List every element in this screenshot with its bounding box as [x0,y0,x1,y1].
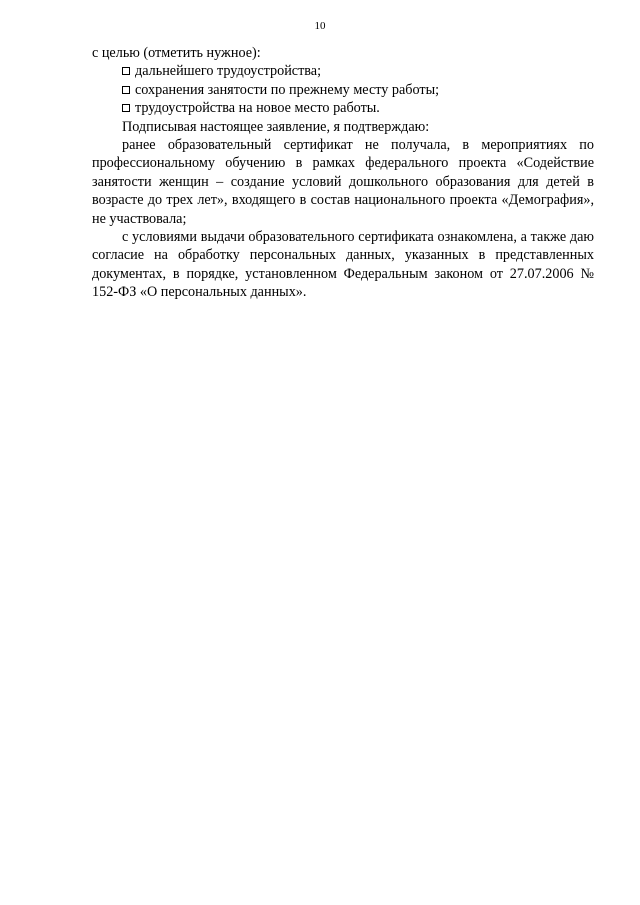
option-keep-employment[interactable] [92,81,594,99]
checkbox-icon[interactable] [122,67,130,75]
confirmation-lead: Подписывая настоящее заявление, я подтверждаю: [122,118,430,135]
confirmation-paragraph-1: ранее образовательный сертификат не получала, в мероприятиях по профессиональному обучению в рамках федерального проекта «Содействие занятости женщин – создание условий дошкольного образования для детей в возрасте до трех лет», входящего в состав национального проекта «Демография», не участвовала; [92,137,594,227]
option-label: сохранения занятости по прежнему месту работы; [135,81,440,98]
document-body [92,44,594,302]
page-number: 10 [314,20,326,32]
option-label: дальнейшего трудоустройства; [135,63,322,80]
option-new-job[interactable] [92,99,594,117]
checkbox-icon[interactable] [122,86,130,94]
checkbox-icon[interactable] [122,104,130,112]
purpose-line: с целью (отметить нужное): [92,45,261,61]
confirmation-paragraph-2: с условиями выдачи образовательного сертификата ознакомлена, а также даю согласие на обработку персональных данных, указанных в представленных документах, в порядке, установленном Федеральным законом от 27.07.2006 № 152-ФЗ «О персональных данных». [92,229,594,301]
option-label: трудоустройства на новое место работы. [135,100,380,117]
option-further-employment[interactable] [92,62,594,80]
